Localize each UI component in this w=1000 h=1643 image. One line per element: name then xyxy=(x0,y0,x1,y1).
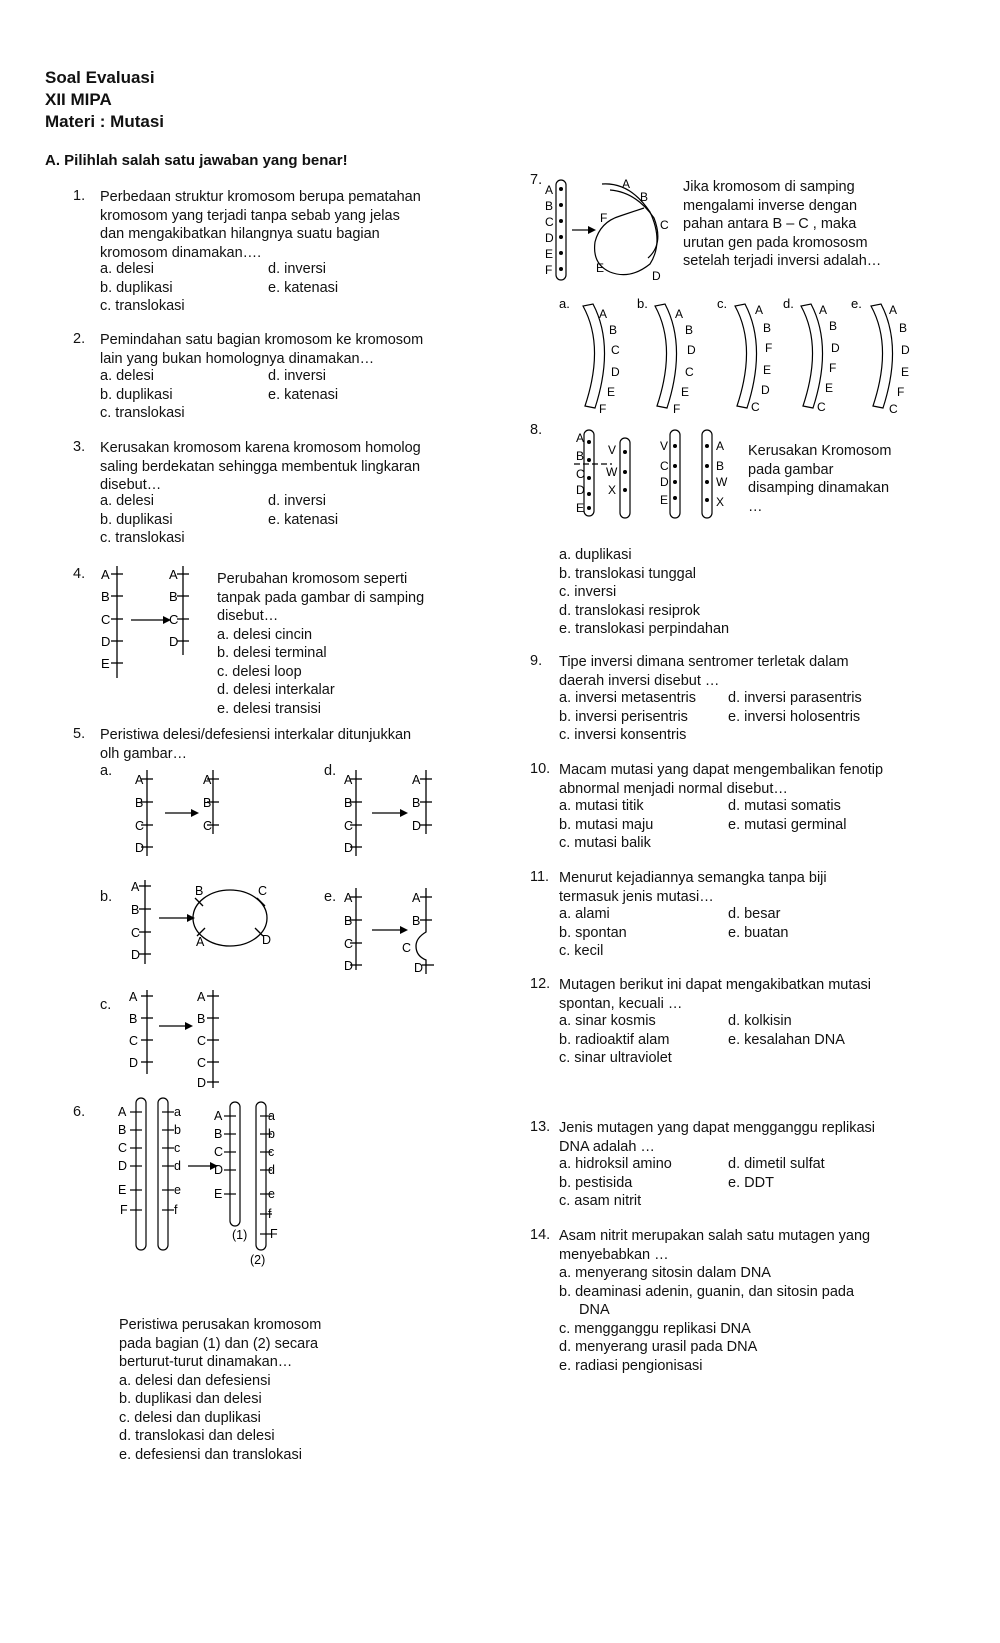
q1-option-c[interactable]: c. translokasi xyxy=(100,298,185,314)
q13-text xyxy=(559,1119,875,1156)
q2-option-c[interactable]: c. translokasi xyxy=(100,405,185,421)
q3-text xyxy=(100,439,480,495)
svg-text:A: A xyxy=(135,773,144,787)
q4-option-b[interactable]: b. delesi terminal xyxy=(217,645,327,661)
q1-line: kromosom yang terjadi tanpa sebab yang jelas xyxy=(100,207,400,224)
svg-text:D: D xyxy=(131,948,141,962)
svg-text:B: B xyxy=(197,1012,206,1026)
svg-text:F: F xyxy=(829,361,837,375)
q6-option-b[interactable]: b. duplikasi dan delesi xyxy=(119,1391,262,1407)
q4-label: E xyxy=(101,656,110,671)
svg-text:D: D xyxy=(611,365,620,379)
q4-label: D xyxy=(101,634,111,649)
q3-options-left xyxy=(100,492,185,548)
q3-option-a[interactable]: a. delesi xyxy=(100,493,155,509)
svg-text:D: D xyxy=(660,475,669,489)
q7-text xyxy=(683,178,881,271)
header-topic: Materi : Mutasi xyxy=(45,112,165,131)
q3-option-b[interactable]: b. duplikasi xyxy=(100,511,173,528)
svg-text:B: B xyxy=(716,459,725,473)
svg-text:a: a xyxy=(174,1105,181,1119)
q14-option-b-continued[interactable]: DNA xyxy=(579,1302,610,1318)
svg-text:A: A xyxy=(118,1105,127,1119)
q5-option-c-label[interactable]: c. xyxy=(100,997,112,1013)
q14-number: 14. xyxy=(530,1227,551,1243)
q6-line: pada bagian (1) dan (2) secara xyxy=(119,1335,319,1352)
svg-text:D: D xyxy=(901,343,910,357)
svg-text:A: A xyxy=(622,177,631,191)
svg-text:X: X xyxy=(608,483,617,497)
svg-text:B: B xyxy=(412,796,421,810)
q6-line: berturut-turut dinamakan… xyxy=(119,1354,293,1370)
q10-options-left xyxy=(559,797,653,853)
q5-diagrams-right xyxy=(340,768,460,978)
q4-label: A xyxy=(101,567,110,582)
q6-option-a[interactable]: a. delesi dan defesiensi xyxy=(119,1372,271,1389)
svg-text:D: D xyxy=(831,341,840,355)
q10-option-d[interactable]: d. mutasi somatis xyxy=(728,798,841,814)
q12-options-right xyxy=(728,1012,845,1049)
q10-line: Macam mutasi yang dapat mengembalikan fenotip xyxy=(559,762,884,778)
svg-text:C: C xyxy=(129,1034,139,1048)
q13-options-left xyxy=(559,1155,672,1211)
q6-option-d[interactable]: d. translokasi dan delesi xyxy=(119,1428,275,1444)
q12-option-b[interactable]: b. radioaktif alam xyxy=(559,1031,670,1048)
q10-line: abnormal menjadi normal disebut… xyxy=(559,780,788,797)
q5-text xyxy=(100,726,411,763)
q3-number: 3. xyxy=(73,439,86,455)
q4-line: Perubahan kromosom seperti xyxy=(217,571,408,587)
q2-option-d[interactable]: d. inversi xyxy=(268,368,327,384)
q14-line: Asam nitrit merupakan salah satu mutagen yang xyxy=(559,1228,871,1244)
q7-line: urutan gen pada kromososm xyxy=(683,234,868,251)
svg-text:B: B xyxy=(899,321,908,335)
svg-text:C: C xyxy=(685,365,694,379)
svg-text:B: B xyxy=(135,796,144,810)
q7-diagram xyxy=(540,172,680,287)
svg-text:C: C xyxy=(203,819,213,833)
q10-option-e[interactable]: e. mutasi germinal xyxy=(728,816,847,833)
svg-text:C: C xyxy=(889,402,898,416)
svg-text:B: B xyxy=(131,903,140,917)
q1-options-right xyxy=(268,260,338,297)
q7-options-diagram xyxy=(555,296,915,418)
q3-line: saling berdekatan sehingga membentuk lingkaran xyxy=(100,458,421,475)
q13-options-right xyxy=(728,1155,825,1192)
q11-line: termasuk jenis mutasi… xyxy=(559,888,714,905)
svg-text:B: B xyxy=(118,1123,127,1137)
q13-option-a[interactable]: a. hidroksil amino xyxy=(559,1156,672,1172)
svg-text:D: D xyxy=(761,383,770,397)
q1-option-a[interactable]: a. delesi xyxy=(100,261,155,277)
q2-option-e[interactable]: e. katenasi xyxy=(268,386,339,403)
q5-option-e-label[interactable]: e. xyxy=(324,889,337,905)
q11-text xyxy=(559,869,827,906)
q8-line: pada gambar xyxy=(748,461,834,478)
q1-line: kromosom dinamakan…. xyxy=(100,244,262,261)
svg-text:E: E xyxy=(576,501,585,515)
svg-text:F: F xyxy=(120,1203,128,1217)
q7-number: 7. xyxy=(530,172,543,188)
section-a-title: A. Pilihlah salah satu jawaban yang benar! xyxy=(45,152,348,169)
q14-option-d[interactable]: d. menyerang urasil pada DNA xyxy=(559,1339,758,1355)
q3-option-d[interactable]: d. inversi xyxy=(268,493,327,509)
svg-text:D: D xyxy=(414,961,424,975)
q7-line: setelah terjadi inversi adalah… xyxy=(683,253,882,269)
q3-options-right xyxy=(268,492,338,529)
q7-option-a[interactable]: a. xyxy=(559,296,570,311)
q11-options-right xyxy=(728,905,788,942)
q4-label: C xyxy=(101,612,111,627)
q5-diagrams-left xyxy=(125,768,325,1098)
q6-number: 6. xyxy=(73,1104,86,1120)
q13-option-b[interactable]: b. pestisida xyxy=(559,1174,633,1191)
svg-text:B: B xyxy=(829,319,838,333)
svg-text:A: A xyxy=(576,431,585,445)
q14-option-e[interactable]: e. radiasi pengionisasi xyxy=(559,1357,703,1374)
svg-text:D: D xyxy=(652,269,661,283)
svg-text:D: D xyxy=(197,1076,207,1090)
q11-options-left xyxy=(559,905,627,961)
q6-line: Peristiwa perusakan kromosom xyxy=(119,1317,322,1333)
q1-text xyxy=(100,188,480,262)
svg-text:A: A xyxy=(344,773,353,787)
svg-text:E: E xyxy=(825,381,834,395)
q11-line: Menurut kejadiannya semangka tanpa biji xyxy=(559,870,827,886)
svg-text:E: E xyxy=(681,385,690,399)
svg-text:B: B xyxy=(685,323,694,337)
q9-option-d[interactable]: d. inversi parasentris xyxy=(728,690,862,706)
q6-text xyxy=(119,1316,321,1464)
svg-text:C: C xyxy=(576,467,585,481)
svg-text:E: E xyxy=(545,247,554,261)
svg-text:F: F xyxy=(673,402,681,416)
q7-line: mengalami inverse dengan xyxy=(683,197,858,214)
svg-text:A: A xyxy=(755,303,764,317)
q4-line: tanpak pada gambar di samping xyxy=(217,589,425,606)
svg-text:D: D xyxy=(687,343,696,357)
q14-option-c[interactable]: c. mengganggu replikasi DNA xyxy=(559,1320,751,1337)
q8-option-d[interactable]: d. translokasi resiprok xyxy=(559,602,701,619)
q1-option-e[interactable]: e. katenasi xyxy=(268,279,339,296)
header-title: Soal Evaluasi xyxy=(45,68,155,87)
q5-line: Peristiwa delesi/defesiensi interkalar ditunjukkan xyxy=(100,727,412,743)
q8-option-b[interactable]: b. translokasi tunggal xyxy=(559,565,697,582)
q10-options-right xyxy=(728,797,846,834)
q9-options-right xyxy=(728,689,862,726)
svg-text:D: D xyxy=(344,959,354,973)
q14-option-b[interactable]: b. deaminasi adenin, guanin, dan sitosin pada xyxy=(559,1283,855,1300)
q4-option-a[interactable]: a. delesi cincin xyxy=(217,626,313,643)
q12-number: 12. xyxy=(530,976,551,992)
q4-label: A xyxy=(169,567,178,582)
q2-line: lain yang bukan homolognya dinamakan… xyxy=(100,350,375,367)
q4-number: 4. xyxy=(73,566,86,582)
q2-options-right xyxy=(268,367,338,404)
q4-diagram xyxy=(95,560,215,685)
q8-diagram xyxy=(570,428,745,520)
svg-text:D: D xyxy=(344,841,354,855)
svg-text:C: C xyxy=(118,1141,128,1155)
q4-label: B xyxy=(101,589,110,604)
svg-text:D: D xyxy=(545,231,554,245)
svg-text:D: D xyxy=(118,1159,128,1173)
svg-text:B: B xyxy=(203,796,212,810)
svg-text:C: C xyxy=(817,400,826,414)
svg-text:e: e xyxy=(174,1183,181,1197)
svg-text:V: V xyxy=(660,439,669,453)
svg-text:W: W xyxy=(716,475,728,489)
q8-number: 8. xyxy=(530,422,543,438)
q1-line: dan mengakibatkan hilangnya suatu bagian xyxy=(100,226,380,242)
svg-text:c: c xyxy=(174,1141,181,1155)
svg-text:B: B xyxy=(129,1012,138,1026)
q7-option-c[interactable]: c. xyxy=(717,296,728,311)
q6-option-c[interactable]: c. delesi dan duplikasi xyxy=(119,1409,261,1426)
q9-option-b[interactable]: b. inversi perisentris xyxy=(559,708,688,725)
svg-text:F: F xyxy=(599,402,607,416)
svg-text:B: B xyxy=(344,796,353,810)
q8-line: disamping dinamakan xyxy=(748,480,890,496)
q3-option-c[interactable]: c. translokasi xyxy=(100,530,185,546)
svg-text:B: B xyxy=(576,449,585,463)
q9-number: 9. xyxy=(530,653,543,669)
q13-option-c[interactable]: c. asam nitrit xyxy=(559,1193,642,1209)
q3-line: Kerusakan kromosom karena kromosom homolog xyxy=(100,440,421,456)
q7-option-e[interactable]: e. xyxy=(851,296,862,311)
q9-options-left xyxy=(559,689,696,745)
q10-number: 10. xyxy=(530,761,551,777)
q2-text xyxy=(100,331,480,368)
svg-text:B: B xyxy=(344,914,353,928)
q10-option-c[interactable]: c. mutasi balik xyxy=(559,835,651,851)
svg-text:E: E xyxy=(763,363,772,377)
q12-option-a[interactable]: a. sinar kosmis xyxy=(559,1013,656,1029)
svg-text:D: D xyxy=(576,483,585,497)
svg-text:C: C xyxy=(135,819,145,833)
q5-number: 5. xyxy=(73,726,86,742)
svg-text:A: A xyxy=(545,183,554,197)
q1-option-b[interactable]: b. duplikasi xyxy=(100,279,173,296)
q14-line: menyebabkan … xyxy=(559,1246,669,1263)
q10-option-b[interactable]: b. mutasi maju xyxy=(559,816,654,833)
svg-text:A: A xyxy=(716,439,725,453)
svg-text:A: A xyxy=(196,935,205,949)
svg-text:C: C xyxy=(402,941,412,955)
q7-option-b[interactable]: b. xyxy=(637,296,648,311)
q4-label: D xyxy=(169,634,179,649)
q11-option-e[interactable]: e. buatan xyxy=(728,924,789,941)
q11-option-a[interactable]: a. alami xyxy=(559,906,610,922)
q5-line: olh gambar… xyxy=(100,745,188,762)
svg-text:b: b xyxy=(174,1123,181,1137)
svg-text:F: F xyxy=(765,341,773,355)
svg-text:a: a xyxy=(268,1109,275,1123)
q6-label-1: (1) xyxy=(232,1228,248,1242)
q11-option-d[interactable]: d. besar xyxy=(728,906,781,922)
q11-number: 11. xyxy=(530,869,550,885)
q10-option-a[interactable]: a. mutasi titik xyxy=(559,798,644,814)
q13-option-e[interactable]: e. DDT xyxy=(728,1174,774,1191)
svg-text:C: C xyxy=(344,819,354,833)
q8-option-e[interactable]: e. translokasi perpindahan xyxy=(559,621,730,637)
doc-header xyxy=(45,67,164,133)
svg-text:C: C xyxy=(197,1034,207,1048)
q3-line: disebut… xyxy=(100,477,162,493)
svg-text:C: C xyxy=(131,926,141,940)
q8-options xyxy=(559,546,729,639)
q4-label: B xyxy=(169,589,178,604)
q5-option-d-label[interactable]: d. xyxy=(324,763,337,779)
q3-option-e[interactable]: e. katenasi xyxy=(268,511,339,528)
svg-text:B: B xyxy=(195,884,204,898)
svg-text:D: D xyxy=(262,933,272,947)
svg-text:F: F xyxy=(897,385,905,399)
q13-option-d[interactable]: d. dimetil sulfat xyxy=(728,1156,825,1172)
q8-line: Kerusakan Kromosom xyxy=(748,443,892,459)
q1-number: 1. xyxy=(73,188,86,204)
q5-option-a-label[interactable]: a. xyxy=(100,763,113,779)
svg-text:A: A xyxy=(129,990,138,1004)
svg-text:C: C xyxy=(660,459,669,473)
q9-option-e[interactable]: e. inversi holosentris xyxy=(728,708,861,725)
q12-option-d[interactable]: d. kolkisin xyxy=(728,1013,792,1029)
q2-line: Pemindahan satu bagian kromosom ke kromosom xyxy=(100,332,424,348)
q7-option-d[interactable]: d. xyxy=(783,296,794,311)
svg-text:B: B xyxy=(412,914,421,928)
svg-text:E: E xyxy=(596,261,605,275)
svg-text:E: E xyxy=(607,385,616,399)
svg-text:B: B xyxy=(763,321,772,335)
svg-text:c: c xyxy=(268,1145,275,1159)
q9-option-a[interactable]: a. inversi metasentris xyxy=(559,690,696,706)
svg-text:C: C xyxy=(751,400,760,414)
q12-text xyxy=(559,976,871,1013)
q7-line: pahan antara B – C , maka xyxy=(683,216,857,232)
svg-text:D: D xyxy=(412,819,422,833)
svg-text:X: X xyxy=(716,495,725,509)
q2-option-b[interactable]: b. duplikasi xyxy=(100,386,173,403)
svg-text:A: A xyxy=(131,880,140,894)
svg-text:F: F xyxy=(270,1227,278,1241)
svg-text:A: A xyxy=(412,891,421,905)
q4-line: disebut… xyxy=(217,608,279,624)
svg-text:d: d xyxy=(174,1159,181,1173)
q6-option-e[interactable]: e. defesiensi dan translokasi xyxy=(119,1446,302,1463)
q13-number: 13. xyxy=(530,1119,551,1135)
svg-text:A: A xyxy=(819,303,828,317)
q8-text xyxy=(748,442,891,516)
svg-text:C: C xyxy=(545,215,554,229)
q13-line: DNA adalah … xyxy=(559,1138,655,1155)
q1-option-d[interactable]: d. inversi xyxy=(268,261,327,277)
q8-line: … xyxy=(748,498,763,515)
q2-option-a[interactable]: a. delesi xyxy=(100,368,155,384)
q12-line: Mutagen berikut ini dapat mengakibatkan mutasi xyxy=(559,977,871,993)
q4-option-c[interactable]: c. delesi loop xyxy=(217,663,302,680)
svg-text:E: E xyxy=(118,1183,127,1197)
svg-text:C: C xyxy=(258,884,268,898)
q9-text xyxy=(559,653,849,690)
q6-label-2: (2) xyxy=(250,1253,266,1267)
q1-line: Perbedaan struktur kromosom berupa pematahan xyxy=(100,189,421,205)
q14-option-a[interactable]: a. menyerang sitosin dalam DNA xyxy=(559,1265,771,1281)
q12-options-left xyxy=(559,1012,672,1068)
svg-text:d: d xyxy=(268,1163,275,1177)
q10-text xyxy=(559,761,883,798)
svg-text:b: b xyxy=(268,1127,275,1141)
svg-text:E: E xyxy=(214,1187,223,1201)
q11-option-b[interactable]: b. spontan xyxy=(559,924,627,941)
q9-line: daerah inversi disebut … xyxy=(559,672,720,689)
q2-options-left xyxy=(100,367,185,423)
q5-option-b-label[interactable]: b. xyxy=(100,889,113,905)
svg-text:D: D xyxy=(214,1163,224,1177)
svg-text:A: A xyxy=(412,773,421,787)
svg-text:B: B xyxy=(214,1127,223,1141)
svg-text:f: f xyxy=(268,1207,272,1221)
svg-text:B: B xyxy=(545,199,554,213)
q8-option-c[interactable]: c. inversi xyxy=(559,584,617,600)
svg-text:D: D xyxy=(135,841,145,855)
svg-text:A: A xyxy=(197,990,206,1004)
svg-text:C: C xyxy=(214,1145,224,1159)
q9-line: Tipe inversi dimana sentromer terletak dalam xyxy=(559,654,849,670)
q9-option-c[interactable]: c. inversi konsentris xyxy=(559,727,687,743)
svg-text:C: C xyxy=(611,343,620,357)
svg-text:E: E xyxy=(660,493,669,507)
svg-text:A: A xyxy=(203,773,212,787)
q4-option-e[interactable]: e. delesi transisi xyxy=(217,700,321,717)
svg-text:C: C xyxy=(344,937,354,951)
svg-text:D: D xyxy=(129,1056,139,1070)
svg-text:B: B xyxy=(609,323,618,337)
svg-text:C: C xyxy=(660,218,669,232)
q2-number: 2. xyxy=(73,331,86,347)
svg-text:A: A xyxy=(214,1109,223,1123)
svg-text:e: e xyxy=(268,1187,275,1201)
q14-text xyxy=(559,1227,870,1375)
svg-text:F: F xyxy=(600,211,608,225)
svg-text:A: A xyxy=(344,891,353,905)
svg-text:V: V xyxy=(608,443,617,457)
svg-text:A: A xyxy=(675,307,684,321)
q6-diagram xyxy=(110,1094,310,1274)
svg-text:A: A xyxy=(599,307,608,321)
q7-line: Jika kromosom di samping xyxy=(683,179,855,195)
q12-option-e[interactable]: e. kesalahan DNA xyxy=(728,1031,845,1048)
q4-option-d[interactable]: d. delesi interkalar xyxy=(217,682,335,698)
svg-text:A: A xyxy=(889,303,898,317)
svg-text:C: C xyxy=(197,1056,207,1070)
q12-line: spontan, kecuali … xyxy=(559,995,683,1012)
header-class: XII MIPA xyxy=(45,90,112,109)
q12-option-c[interactable]: c. sinar ultraviolet xyxy=(559,1050,672,1066)
q1-options-left xyxy=(100,260,185,316)
svg-text:B: B xyxy=(640,190,649,204)
svg-text:f: f xyxy=(174,1203,178,1217)
q13-line: Jenis mutagen yang dapat mengganggu replikasi xyxy=(559,1120,875,1136)
svg-text:E: E xyxy=(901,365,910,379)
q11-option-c[interactable]: c. kecil xyxy=(559,943,604,959)
svg-text:W: W xyxy=(606,465,618,479)
q8-option-a[interactable]: a. duplikasi xyxy=(559,547,632,563)
q4-label: C xyxy=(169,612,179,627)
q4-text xyxy=(217,570,424,718)
svg-text:F: F xyxy=(545,263,553,277)
